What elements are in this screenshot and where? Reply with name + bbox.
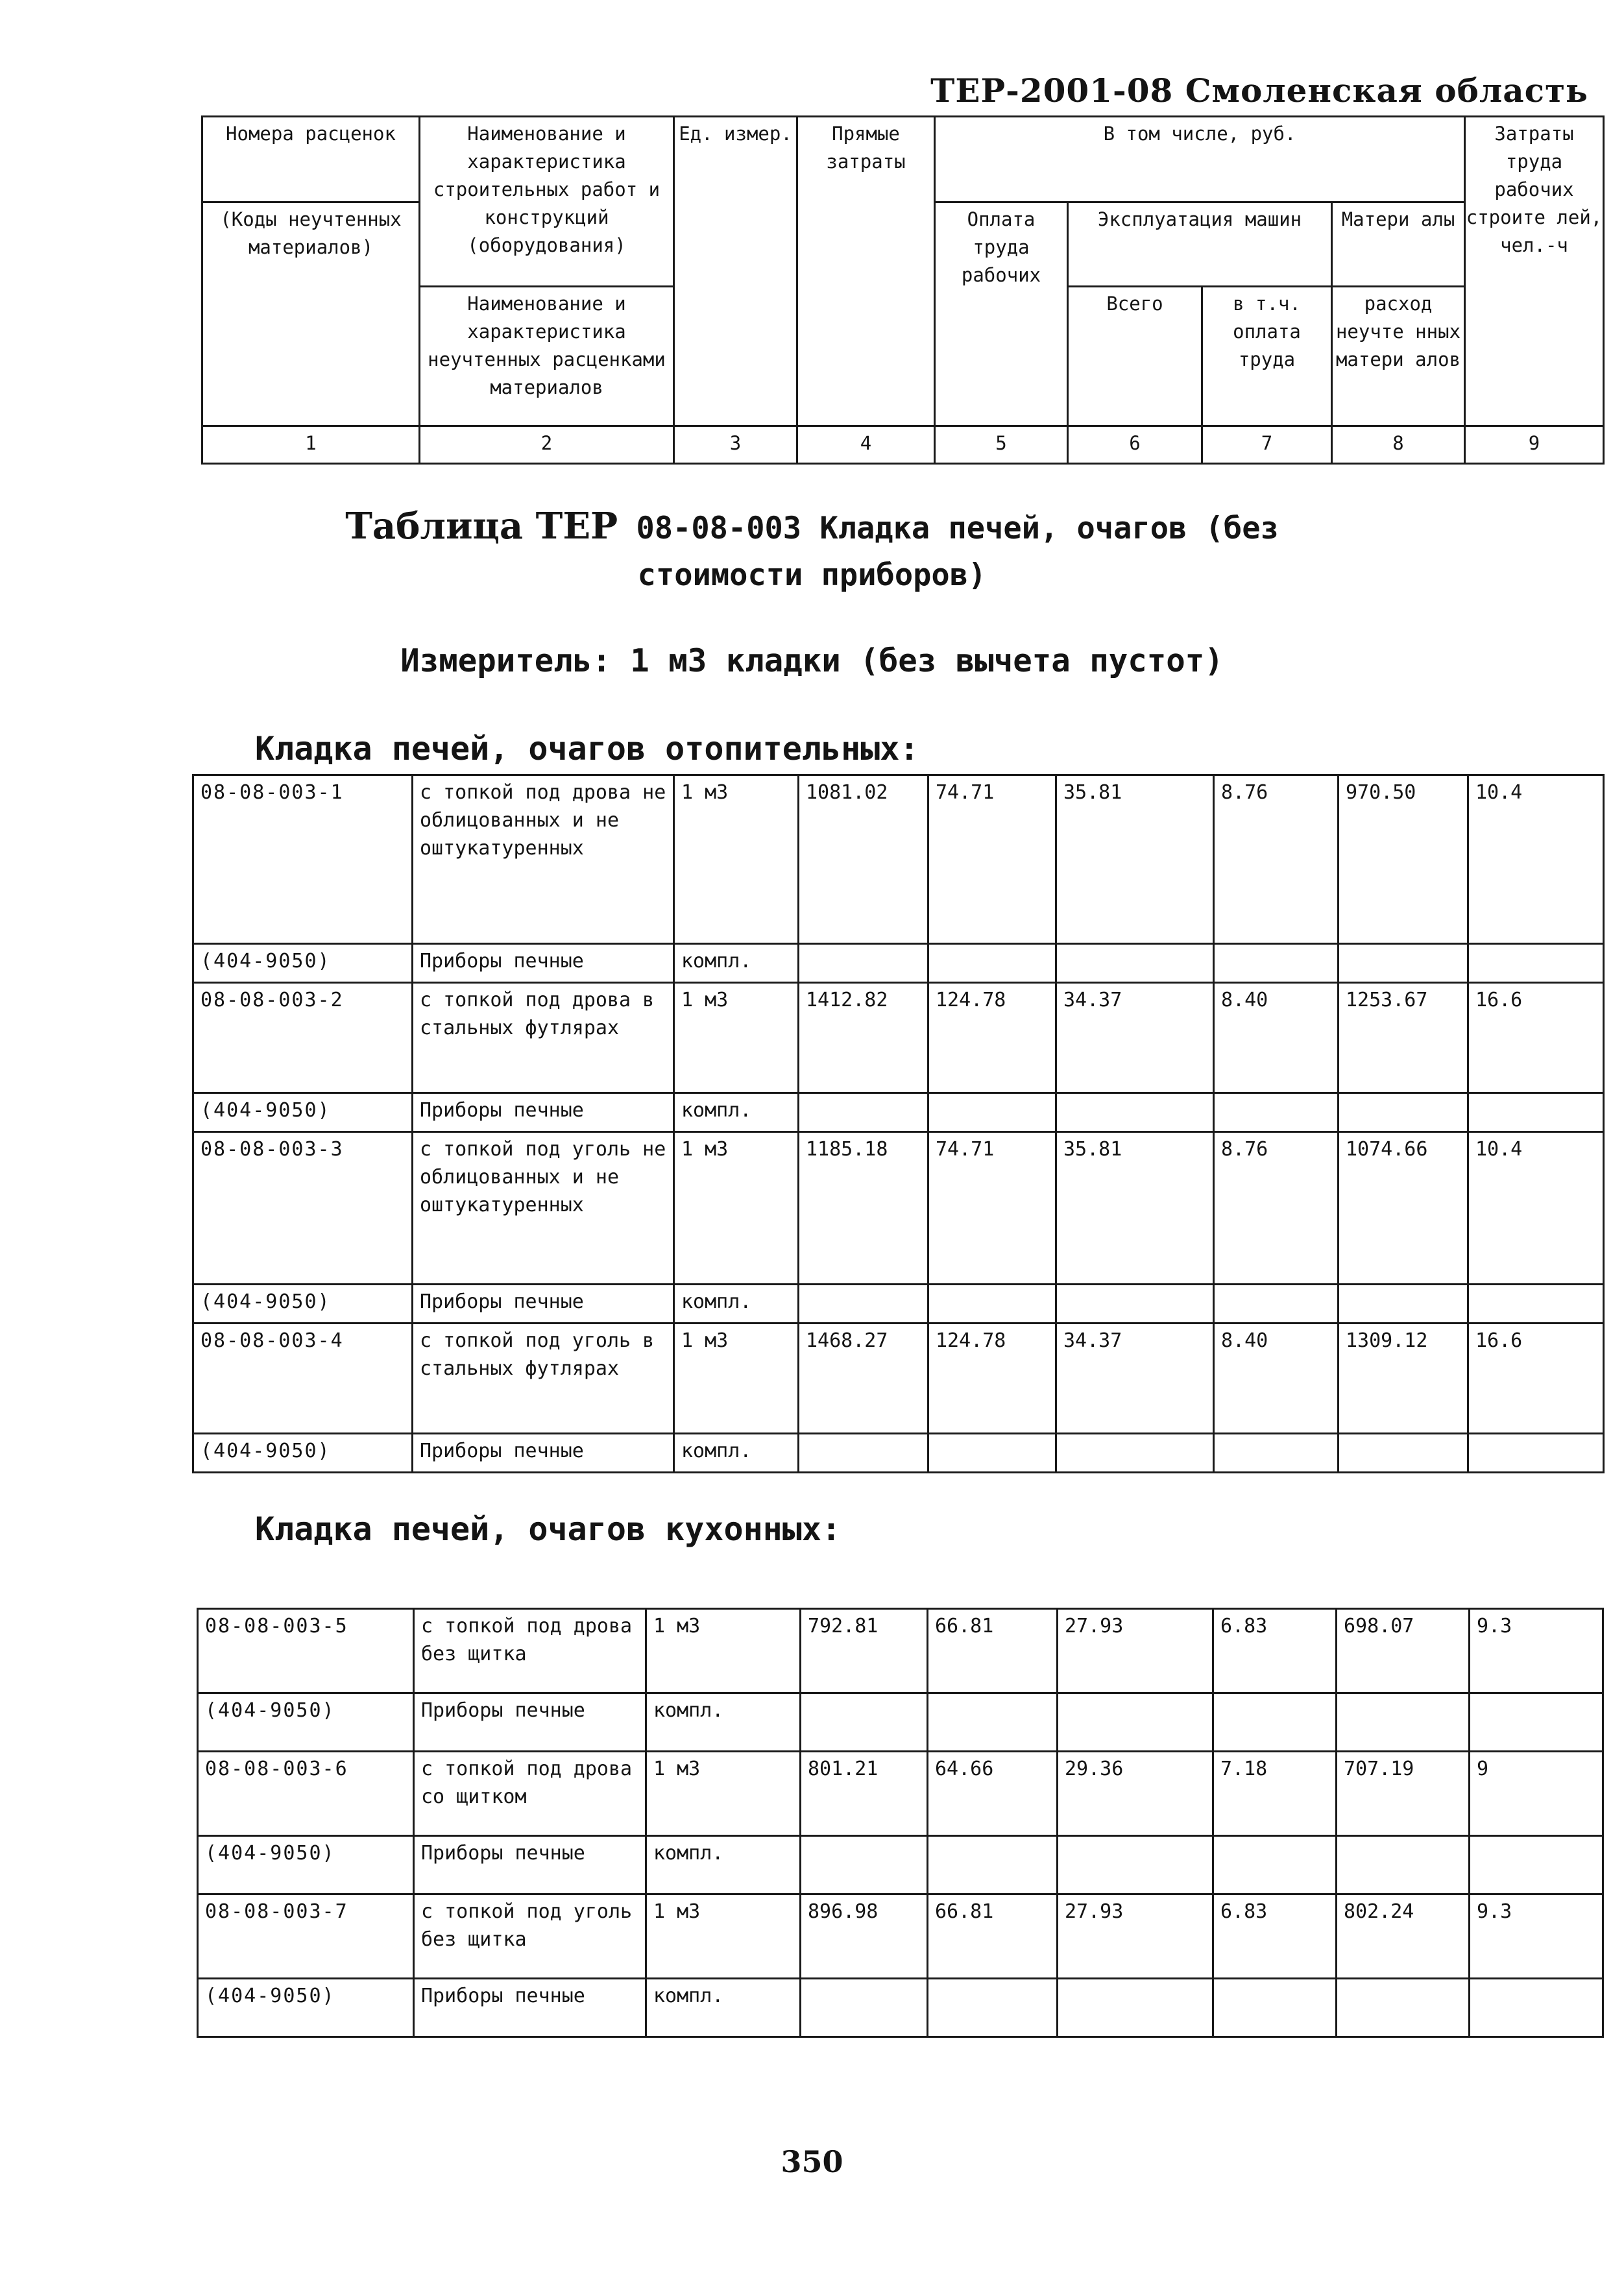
page-header: ТЕР-2001-08 Смоленская область	[930, 71, 1588, 110]
machine-cost	[1058, 1979, 1213, 2037]
section-heading-heating: Кладка печей, очагов отопительных:	[255, 730, 919, 768]
header-number: 2	[420, 426, 674, 464]
materials-cost	[1337, 1836, 1470, 1894]
work-name: Приборы печные	[414, 1836, 646, 1894]
unit: 1 м3	[646, 1752, 801, 1836]
machine-labor-cost	[1213, 1836, 1337, 1894]
labor-cost	[928, 1836, 1058, 1894]
machine-cost: 34.37	[1056, 1324, 1214, 1434]
machine-cost: 35.81	[1056, 1132, 1214, 1285]
unit: компл.	[646, 1693, 801, 1752]
labor-cost	[928, 1285, 1056, 1324]
direct-cost: 1185.18	[799, 1132, 928, 1285]
materials-cost	[1339, 944, 1468, 983]
work-name: Приборы печные	[414, 1693, 646, 1752]
rate-code: 08-08-003-4	[193, 1324, 413, 1434]
rate-row	[198, 1609, 1603, 1693]
machine-labor-cost	[1214, 1093, 1339, 1132]
rate-row	[193, 1132, 1604, 1285]
table-title-prefix: Таблица ТЕР	[345, 505, 618, 548]
machine-cost: 34.37	[1056, 983, 1214, 1093]
header-number: 9	[1465, 426, 1604, 464]
uncounted-material-row	[198, 1693, 1603, 1752]
labor-cost: 66.81	[928, 1894, 1058, 1979]
labor-hours	[1468, 1093, 1604, 1132]
materials-cost	[1339, 1285, 1468, 1324]
uncounted-material-row	[198, 1979, 1603, 2037]
machine-labor-cost	[1213, 1979, 1337, 2037]
direct-cost	[799, 944, 928, 983]
direct-cost	[801, 1836, 928, 1894]
header-code: Номера расценок	[202, 117, 420, 202]
rate-row	[198, 1894, 1603, 1979]
machine-labor-cost: 8.76	[1214, 775, 1339, 944]
machine-cost	[1058, 1836, 1213, 1894]
labor-hours: 16.6	[1468, 1324, 1604, 1434]
direct-cost: 896.98	[801, 1894, 928, 1979]
materials-cost	[1339, 1093, 1468, 1132]
rate-code: (404-9050)	[193, 1434, 413, 1473]
rate-code: (404-9050)	[193, 1285, 413, 1324]
machine-cost: 27.93	[1058, 1894, 1213, 1979]
machine-cost: 29.36	[1058, 1752, 1213, 1836]
unit: компл.	[674, 1093, 799, 1132]
section-heading-kitchen: Кладка печей, очагов кухонных:	[255, 1510, 842, 1548]
labor-cost	[928, 1434, 1056, 1473]
machine-labor-cost: 6.83	[1213, 1609, 1337, 1693]
machine-labor-cost: 8.76	[1214, 1132, 1339, 1285]
work-name: с топкой под дрова без щитка	[414, 1609, 646, 1693]
table-title	[0, 503, 1624, 599]
work-name: Приборы печные	[413, 944, 674, 983]
labor-cost: 124.78	[928, 1324, 1056, 1434]
direct-cost	[799, 1285, 928, 1324]
materials-cost: 1309.12	[1339, 1324, 1468, 1434]
machine-labor-cost	[1214, 944, 1339, 983]
unit: компл.	[674, 944, 799, 983]
direct-cost	[799, 1434, 928, 1473]
machine-cost: 35.81	[1056, 775, 1214, 944]
unit: 1 м3	[674, 1132, 799, 1285]
rate-row	[193, 983, 1604, 1093]
labor-hours	[1470, 1836, 1603, 1894]
header-number: 3	[674, 426, 797, 464]
header-number: 5	[935, 426, 1068, 464]
machine-labor-cost	[1214, 1285, 1339, 1324]
uncounted-material-row	[198, 1836, 1603, 1894]
unit: компл.	[674, 1285, 799, 1324]
machine-cost	[1056, 944, 1214, 983]
header-number: 4	[797, 426, 935, 464]
uncounted-material-row	[193, 1285, 1604, 1324]
uncounted-material-row	[193, 944, 1604, 983]
labor-hours: 10.4	[1468, 1132, 1604, 1285]
unit: 1 м3	[646, 1894, 801, 1979]
machine-cost	[1058, 1693, 1213, 1752]
machine-labor-cost	[1214, 1434, 1339, 1473]
materials-cost	[1337, 1979, 1470, 2037]
header-machines-total: Всего	[1068, 287, 1202, 426]
header-number: 8	[1332, 426, 1465, 464]
header-name-sub: Наименование и характеристика неучтенных расценками материалов	[420, 287, 674, 426]
direct-cost	[799, 1093, 928, 1132]
labor-cost	[928, 1693, 1058, 1752]
header-number: 1	[202, 426, 420, 464]
unit: 1 м3	[674, 775, 799, 944]
machine-labor-cost: 8.40	[1214, 983, 1339, 1093]
materials-cost: 1253.67	[1339, 983, 1468, 1093]
work-name: с топкой под дрова со щитком	[414, 1752, 646, 1836]
rate-row	[193, 1324, 1604, 1434]
direct-cost: 1468.27	[799, 1324, 928, 1434]
rate-code: 08-08-003-6	[198, 1752, 414, 1836]
direct-cost: 801.21	[801, 1752, 928, 1836]
labor-cost: 66.81	[928, 1609, 1058, 1693]
uncounted-material-row	[193, 1434, 1604, 1473]
heating-stoves-table	[192, 774, 1605, 1473]
rate-code: (404-9050)	[193, 1093, 413, 1132]
work-name: с топкой под дрова не облицованных и не оштукатуренных	[413, 775, 674, 944]
materials-cost: 970.50	[1339, 775, 1468, 944]
header-machines-labor: в т.ч. оплата труда	[1202, 287, 1332, 426]
rate-code: 08-08-003-7	[198, 1894, 414, 1979]
table-title-line2: стоимости приборов)	[637, 557, 987, 593]
work-name: с топкой под уголь в стальных футлярах	[413, 1324, 674, 1434]
machine-labor-cost: 7.18	[1213, 1752, 1337, 1836]
work-name: с топкой под уголь без щитка	[414, 1894, 646, 1979]
machine-labor-cost: 8.40	[1214, 1324, 1339, 1434]
labor-hours	[1470, 1693, 1603, 1752]
rate-row	[198, 1752, 1603, 1836]
labor-cost: 64.66	[928, 1752, 1058, 1836]
header-including: В том числе, руб.	[935, 117, 1465, 202]
labor-hours	[1468, 944, 1604, 983]
materials-cost	[1339, 1434, 1468, 1473]
header-materials-uncounted: расход неучте нных матери алов	[1332, 287, 1465, 426]
labor-hours	[1468, 1285, 1604, 1324]
labor-hours	[1470, 1979, 1603, 2037]
measure-unit: Измеритель: 1 м3 кладки (без вычета пустот)	[400, 642, 1224, 679]
labor-hours: 10.4	[1468, 775, 1604, 944]
header-code-sub: (Коды неучтенных материалов)	[202, 202, 420, 426]
direct-cost: 1081.02	[799, 775, 928, 944]
column-header-table	[201, 115, 1605, 465]
direct-cost	[801, 1693, 928, 1752]
header-labor-hours: Затраты труда рабочих строите лей, чел.-ч	[1465, 117, 1604, 426]
rate-code: 08-08-003-5	[198, 1609, 414, 1693]
header-direct: Прямые затраты	[797, 117, 935, 426]
header-number: 7	[1202, 426, 1332, 464]
unit: компл.	[646, 1979, 801, 2037]
header-materials: Матери алы	[1332, 202, 1465, 287]
work-name: с топкой под дрова в стальных футлярах	[413, 983, 674, 1093]
rate-code: (404-9050)	[198, 1979, 414, 2037]
header-labor-cost: Оплата труда рабочих	[935, 202, 1068, 426]
rate-code: (404-9050)	[198, 1693, 414, 1752]
machine-labor-cost	[1213, 1693, 1337, 1752]
materials-cost	[1337, 1693, 1470, 1752]
machine-cost	[1056, 1093, 1214, 1132]
labor-cost	[928, 1093, 1056, 1132]
machine-labor-cost: 6.83	[1213, 1894, 1337, 1979]
unit: 1 м3	[646, 1609, 801, 1693]
labor-cost: 74.71	[928, 775, 1056, 944]
work-name: с топкой под уголь не облицованных и не оштукатуренных	[413, 1132, 674, 1285]
work-name: Приборы печные	[413, 1093, 674, 1132]
materials-cost: 1074.66	[1339, 1132, 1468, 1285]
labor-hours	[1468, 1434, 1604, 1473]
labor-cost: 124.78	[928, 983, 1056, 1093]
header-name: Наименование и характеристика строительных работ и конструкций (оборудования)	[420, 117, 674, 287]
materials-cost: 707.19	[1337, 1752, 1470, 1836]
header-number: 6	[1068, 426, 1202, 464]
rate-row	[193, 775, 1604, 944]
uncounted-material-row	[193, 1093, 1604, 1132]
direct-cost: 1412.82	[799, 983, 928, 1093]
materials-cost: 802.24	[1337, 1894, 1470, 1979]
unit: 1 м3	[674, 983, 799, 1093]
page-number: 350	[781, 2144, 843, 2179]
kitchen-stoves-table	[197, 1608, 1604, 2038]
labor-cost: 74.71	[928, 1132, 1056, 1285]
work-name: Приборы печные	[414, 1979, 646, 2037]
work-name: Приборы печные	[413, 1434, 674, 1473]
unit: 1 м3	[674, 1324, 799, 1434]
table-title-line1: 08-08-003 Кладка печей, очагов (без	[636, 511, 1279, 546]
machine-cost	[1056, 1285, 1214, 1324]
labor-cost	[928, 1979, 1058, 2037]
rate-code: 08-08-003-3	[193, 1132, 413, 1285]
header-machines: Эксплуатация машин	[1068, 202, 1332, 287]
unit: компл.	[674, 1434, 799, 1473]
header-unit: Ед. измер.	[674, 117, 797, 426]
unit: компл.	[646, 1836, 801, 1894]
materials-cost: 698.07	[1337, 1609, 1470, 1693]
labor-cost	[928, 944, 1056, 983]
rate-code: 08-08-003-2	[193, 983, 413, 1093]
labor-hours: 9.3	[1470, 1609, 1603, 1693]
labor-hours: 16.6	[1468, 983, 1604, 1093]
direct-cost	[801, 1979, 928, 2037]
rate-code: 08-08-003-1	[193, 775, 413, 944]
rate-code: (404-9050)	[193, 944, 413, 983]
machine-cost: 27.93	[1058, 1609, 1213, 1693]
work-name: Приборы печные	[413, 1285, 674, 1324]
rate-code: (404-9050)	[198, 1836, 414, 1894]
direct-cost: 792.81	[801, 1609, 928, 1693]
labor-hours: 9	[1470, 1752, 1603, 1836]
labor-hours: 9.3	[1470, 1894, 1603, 1979]
machine-cost	[1056, 1434, 1214, 1473]
